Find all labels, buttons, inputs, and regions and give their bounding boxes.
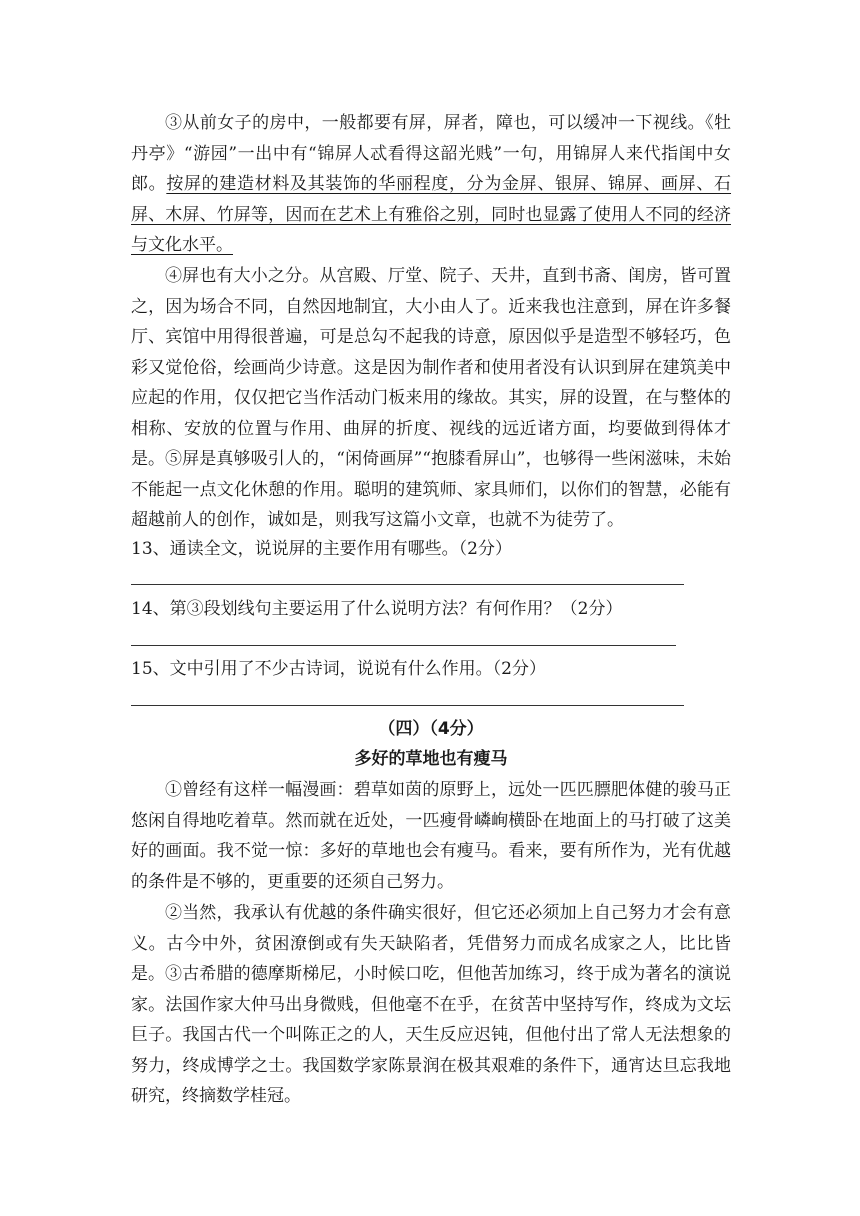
paragraph-3 <box>131 108 731 261</box>
question-14: 14、第③段划线句主要运用了什么说明方法？有何作用？（2分） <box>131 599 623 619</box>
underlined-sentence: 按屏的建造材料及其装饰的华丽程度，分为金屏、银屏、锦屏、画屏、石屏、木屏、竹屏等，因而在艺术上有雅俗之别，同时也显露了使用人不同的经济与文化水平。 <box>131 174 732 255</box>
answer-line-14[interactable] <box>131 645 676 646</box>
paragraph-5: ⑤屏是真够吸引人的，“闲倚画屏”“抱膝看屏山”，也够得一些闲滋味，未始不能起一点文化休憩的作用。聪明的建筑师、家具师们，以你们的智慧，必能有超越前人的创作，诚如是，则我写这篇小文章，也就不为徒劳了。 <box>131 449 731 530</box>
question-15: 15、文中引用了不少古诗词，说说有什么作用。（2分） <box>131 659 546 679</box>
paragraph-4: ④屏也有大小之分。从宫殿、厅堂、院子、天井，直到书斋、闺房，皆可置之，因为场合不同，自然因地制宜，大小由人了。近来我也注意到，屏在许多餐厅、宾馆中用得很普遍，可是总勾不起我的诗意，原因似乎是造型不够轻巧，色彩又觉伧俗，绘画尚少诗意。这是因为制作者和使用者没有认识到屏在建筑美中应起的作用，仅仅把它当作活动门板来用的缘故。其实，屏的设置，在与整体的相称、安放的位置与作用、曲屏的折度、视线的远近诸方面，均要做到得体才是。 <box>131 266 731 469</box>
paragraph-3-text: ③从前女子的房中，一般都要有屏，屏者，障也，可以缓冲一下视线。《牡丹亭》“游园”一出中有“锦屏人忒看得这韶光贱”一句，用锦屏人来代指闺中女郎。 <box>131 113 731 194</box>
article-title: 多好的草地也有瘦马 <box>354 749 508 769</box>
article-paragraph-3: ③古希腊的德摩斯梯尼，小时候口吃，但他苦加练习，终于成为著名的演说家。法国作家大仲马出身微贱，但他毫不在乎，在贫苦中坚持写作，终成为文坛巨子。我国古代一个叫陈正之的人，天生反应迟钝，但他付出了常人无法想象的努力，终成博学之士。我国数学家陈景润在极其艰难的条件下，通宵达旦忘我地研究，终摘数学桂冠。 <box>131 964 731 1106</box>
answer-line-15[interactable] <box>131 705 684 706</box>
question-13: 13、通读全文，说说屏的主要作用有哪些。（2分） <box>131 539 512 559</box>
article-paragraph-2: ②当然，我承认有优越的条件确实很好，但它还必须加上自己努力才会有意义。古今中外，贫困潦倒或有失天缺陷者，凭借努力而成名成家之人，比比皆是。 <box>131 903 731 984</box>
answer-line-13[interactable] <box>131 584 684 585</box>
article-paragraph-1: ①曾经有这样一幅漫画：碧草如茵的原野上，远处一匹匹膘肥体健的骏马正悠闲自得地吃着草。然而就在近处，一匹瘦骨嶙峋横卧在地面上的马打破了这美好的画面。我不觉一惊：多好的草地也会有瘦马。看来，要有所作为，光有优越的条件是不够的，更重要的还须自己努力。 <box>131 780 731 892</box>
section-heading: （四）（4分） <box>378 719 484 739</box>
